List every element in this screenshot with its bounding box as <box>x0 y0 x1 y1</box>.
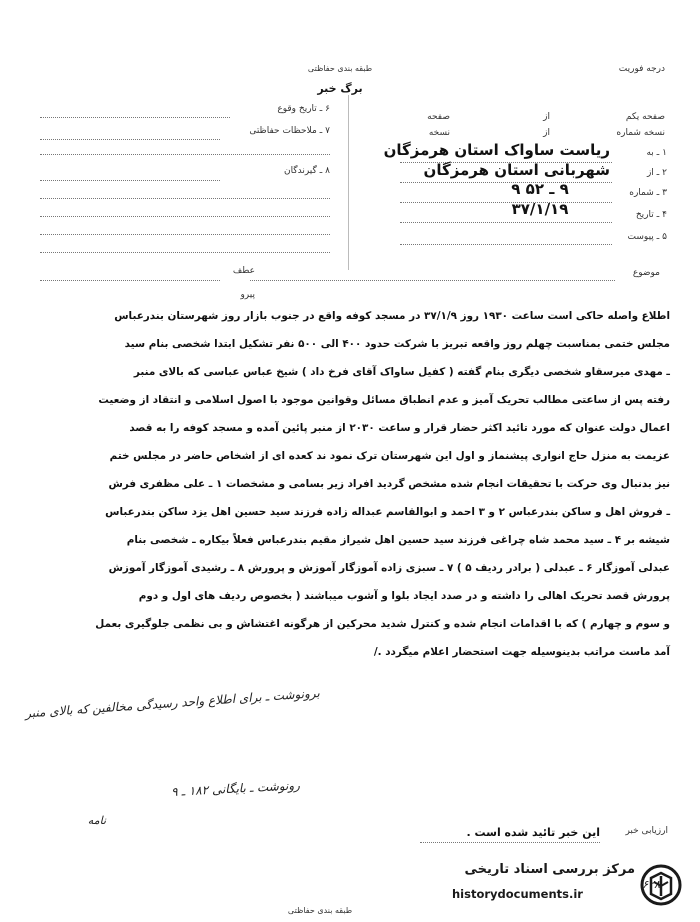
watermark-title: مرکز بررسی اسناد تاریخی <box>464 862 635 877</box>
body-line: و سوم و چهارم ) که با اقدامات انجام شده و کنترل شدید محرکین از هرگونه اغتشاش و بی نظمی جلوگیری بعمل <box>95 618 670 630</box>
security-notes-label: ۷ ـ ملاحظات حفاظتی <box>249 126 330 136</box>
peyro-label: پیرو <box>240 290 255 300</box>
body-line: نیز بدنبال وی حرکت با تحقیقات انجام شده مشخص گردید افراد زیر بسامی و مشخصات ۱ ـ علی مظفری فرش <box>108 478 670 490</box>
recipients-dotted-line-4 <box>40 234 330 235</box>
watermark-logo-icon <box>640 864 682 906</box>
page-number: ۶۲۸ <box>642 878 660 891</box>
security-notes-dotted-line-2 <box>40 154 330 155</box>
assessment-label: ارزیابی خبر <box>625 826 668 836</box>
to-label: ۱ ـ به <box>646 148 667 158</box>
atf-label: عطف <box>232 266 255 276</box>
recipients-dotted-line <box>40 180 220 181</box>
classification-label-top: طبقه بندی حفاظتی <box>307 64 373 73</box>
center-divider <box>348 95 349 270</box>
date-dotted-line <box>400 222 612 223</box>
recipients-label: ۸ ـ گیرندگان <box>283 166 330 176</box>
from-label: ۲ ـ از <box>646 168 667 178</box>
attachment-label: ۵ ـ پیوست <box>627 232 667 242</box>
recipients-dotted-line-3 <box>40 216 330 217</box>
classification-label-bottom: طبقه بندی حفاظتی <box>287 906 353 915</box>
page-suffix: صفحه <box>427 112 450 122</box>
event-date-label: ۶ ـ تاریخ وقوع <box>277 104 330 114</box>
from-value: شهربانی استان هرمزگان <box>423 161 610 179</box>
to-value: ریاست ساواک استان هرمزگان <box>383 141 610 159</box>
form-title: برگ خبر <box>317 82 363 95</box>
body-line: ـ فروش اهل و ساکن بندرعباس ۲ و ۳ احمد و ابوالقاسم عبداله زاده فرزند سید حسین اهل یزد ساکن بندرعباس <box>105 506 670 518</box>
date-label: ۴ ـ تاریخ <box>635 210 667 220</box>
body-line: رفته پس از ساعتی مطالب تحریک آمیز و عدم انطباق مسائل وقوانین موجود با اصول اسلامی و انتقاد از وضعیت <box>98 394 670 406</box>
date-value: ۳۷/۱/۱۹ <box>511 200 569 218</box>
body-line: آمد ماست مراتب بدینوسیله جهت استحضار اعلام میگردد ./ <box>373 646 670 658</box>
subject-dotted-line <box>250 280 615 281</box>
body-line: اطلاع واصله حاکی است ساعت ۱۹۳۰ روز ۳۷/۱/۹ در مسجد کوفه واقع در جنوب بازار روز شهرستان بندرعباس <box>114 310 670 322</box>
body-line: مجلس ختمی بمناسبت چهلم روز واقعه تبریز با شرکت حدود ۴۰۰ الی ۵۰۰ نفر تشکیل ابتدا شخصی بنام سید <box>124 338 670 350</box>
body-line: شیشه بر ۴ ـ سید محمد شاه چراغی فرزند سید حسین اهل شیراز مقیم بندرعباس فعلاً بیکاره ـ شخصی بنام <box>126 534 670 546</box>
copy-label: نسخه شماره <box>616 128 665 138</box>
body-line: ـ مهدی میرسقاو شخصی دیگری بنام گفته ( کفیل ساواک آقای فرخ داد ) شیخ عباس عباسی که بالای منبر <box>133 366 670 378</box>
page-label: صفحه یکم <box>625 112 665 122</box>
atf-dotted-line <box>40 280 220 281</box>
number-value: ۹ ـ ۵۲ ۹ <box>511 180 569 198</box>
assessment-dotted-line <box>420 842 600 843</box>
body-line: پرورش قصد تحریک اهالی را داشته و در صدد ایجاد بلوا و آشوب میباشند ( بخصوص ردیف های اول و دوم <box>138 590 670 602</box>
urgency-label: درجه فوریت <box>618 64 665 74</box>
assessment-value: این خبر تائید شده است . <box>466 826 600 839</box>
copy-suffix: نسخه <box>428 128 450 138</box>
watermark-url: historydocuments.ir <box>452 887 583 901</box>
body-line: عزیمت به منزل حاج انواری پیشنماز و اول این شهرستان ترک نمود ند کعده ای از اشخاص حاضر در مجلس ختم <box>109 450 670 462</box>
attachment-dotted-line <box>400 244 612 245</box>
subject-label: موضوع <box>632 268 660 278</box>
copy-from: از <box>543 128 550 138</box>
handwritten-initials: نامه <box>87 814 106 827</box>
recipients-dotted-line-2 <box>40 198 330 199</box>
body-line: عبدلی آموزگار ۶ ـ عبدلی ( برادر ردیف ۵ ) ۷ ـ سبزی زاده آموزگار آموزش و پرورش ۸ ـ رشیدی آموزگار آموزش <box>108 562 670 574</box>
body-line: اعمال دولت عنوان که مورد تائید اکثر حضار قرار و ساعت ۲۰۳۰ از منبر پائین آمده و مسجد کوفه را به قصد <box>129 422 670 434</box>
event-date-dotted-line <box>40 117 230 118</box>
handwritten-note-1: برونوشت ـ برای اطلاع واحد رسیدگی مخالفین که بالای منبر <box>24 685 321 721</box>
recipients-dotted-line-5 <box>40 252 330 253</box>
security-notes-dotted-line <box>40 139 220 140</box>
number-label: ۳ ـ شماره <box>629 188 667 198</box>
page-from: از <box>543 112 550 122</box>
handwritten-note-2: رونوشت ـ بایگانی ۱۸۲ ـ ۹ <box>170 778 301 799</box>
